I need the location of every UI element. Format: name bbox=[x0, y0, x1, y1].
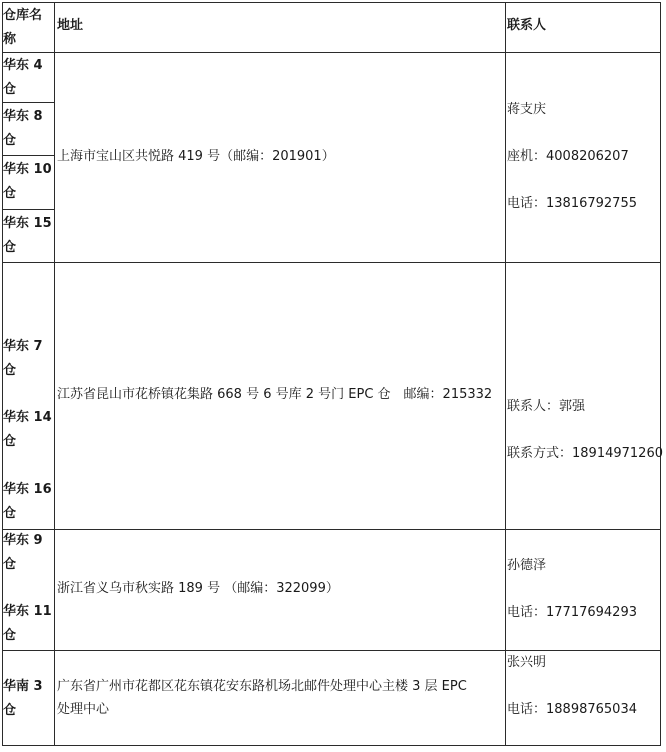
contact-line: 座机：4008206207 bbox=[507, 149, 629, 164]
warehouse-name: 华东 10 仓 bbox=[3, 162, 52, 201]
row-divider bbox=[2, 262, 661, 263]
address-line: 处理中心 bbox=[57, 702, 110, 717]
warehouse-name: 华东 9 仓 bbox=[3, 533, 43, 572]
header-contact: 联系人 bbox=[507, 18, 547, 33]
warehouse-name: 华东 14 仓 bbox=[3, 410, 52, 449]
contact-line: 电话：18898765034 bbox=[507, 702, 637, 717]
address: 江苏省昆山市花桥镇花集路 668 号 6 号库 2 号门 EPC 仓 邮编：215332 bbox=[57, 387, 493, 402]
header-warehouse-name: 仓库名称 bbox=[3, 8, 43, 47]
address: 上海市宝山区共悦路 419 号（邮编：201901） bbox=[57, 149, 335, 164]
warehouse-name: 华东 7 仓 bbox=[3, 339, 43, 378]
table-border-top bbox=[2, 2, 661, 3]
header-address: 地址 bbox=[57, 18, 84, 33]
column-divider bbox=[505, 2, 506, 746]
warehouse-table bbox=[2, 2, 661, 746]
warehouse-name: 华东 11 仓 bbox=[3, 604, 52, 643]
row-sub-divider bbox=[2, 155, 54, 156]
address-line: 广东省广州市花都区花东镇花安东路机场北邮件处理中心主楼 3 层 EPC bbox=[57, 679, 467, 694]
table-border-right bbox=[660, 2, 661, 746]
row-sub-divider bbox=[2, 102, 54, 103]
contact-line: 孙德泽 bbox=[507, 558, 547, 573]
contact-line: 联系人：郭强 bbox=[507, 399, 586, 414]
warehouse-name: 华东 16 仓 bbox=[3, 482, 52, 521]
contact-line: 蒋支庆 bbox=[507, 102, 547, 117]
column-divider bbox=[54, 2, 55, 746]
warehouse-name: 华南 3 仓 bbox=[3, 679, 43, 718]
contact-line: 联系方式：18914971260 bbox=[507, 446, 663, 461]
row-sub-divider bbox=[2, 209, 54, 210]
warehouse-name: 华东 8 仓 bbox=[3, 109, 43, 148]
table-border-bottom bbox=[2, 745, 661, 746]
warehouse-name: 华东 15 仓 bbox=[3, 216, 52, 255]
header-divider bbox=[2, 52, 661, 53]
contact-line: 电话：13816792755 bbox=[507, 196, 637, 211]
contact-line: 电话：17717694293 bbox=[507, 605, 637, 620]
address: 浙江省义乌市秋实路 189 号 （邮编：322099） bbox=[57, 581, 339, 596]
contact-line: 张兴明 bbox=[507, 655, 547, 670]
warehouse-name: 华东 4 仓 bbox=[3, 58, 43, 97]
row-divider bbox=[2, 650, 661, 651]
row-divider bbox=[2, 529, 661, 530]
